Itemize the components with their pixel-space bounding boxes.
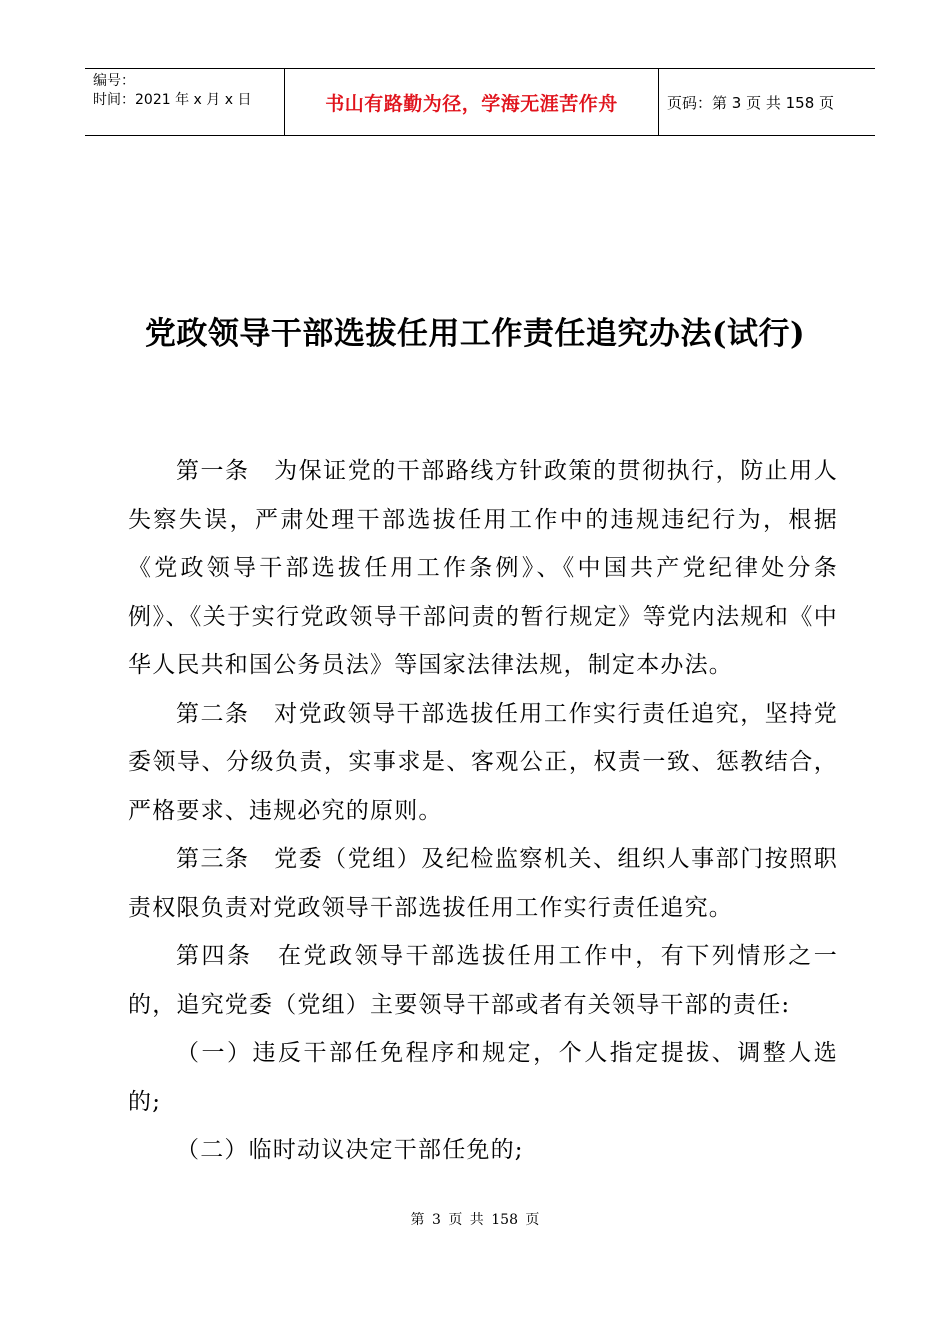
paragraph: 第二条 对党政领导干部选拔任用工作实行责任追究，坚持党委领导、分级负责，实事求是、客观公正，权责一致、惩教结合，严格要求、违规必究的原则。 xyxy=(128,700,838,824)
header-meta xyxy=(85,69,285,135)
paragraph: 第一条 为保证党的干部路线方针政策的贯彻执行，防止用人失察失误，严肃处理干部选拔任用工作中的违规违纪行为，根据《党政领导干部选拔任用工作条例》、《中国共产党纪律处分条例》、《关于实行党政领导干部问责的暂行规定》等党内法规和《中华人民共和国公务员法》等国家法律法规，制定本办法。 xyxy=(128,458,838,678)
paragraph: 第四条 在党政领导干部选拔任用工作中，有下列情形之一的，追究党委（党组）主要领导干部或者有关领导干部的责任: xyxy=(128,943,838,1018)
paragraph: 第三条 党委（党组）及纪检监察机关、组织人事部门按照职责权限负责对党政领导干部选拔任用工作实行责任追究。 xyxy=(128,846,838,921)
paragraph: （二）临时动议决定干部任免的; xyxy=(176,1137,524,1163)
document-number-label: 编号： xyxy=(93,73,135,89)
header-motto: 书山有路勤为径，学海无涯苦作舟 xyxy=(325,92,618,115)
header-page-number: 页码：第 3 页 共 158 页 xyxy=(667,93,835,112)
page-footer: 第 3 页 共 158 页 xyxy=(410,1212,540,1228)
document-date-label: 时间：2021 年 x 月 x 日 xyxy=(93,92,252,108)
document-body xyxy=(128,447,838,1175)
page-header xyxy=(85,68,875,136)
document-title: 党政领导干部选拔任用工作责任追究办法(试行) xyxy=(144,316,806,352)
paragraph: （一）违反干部任免程序和规定，个人指定提拔、调整人选的; xyxy=(128,1040,838,1115)
header-page-cell xyxy=(659,69,875,135)
header-motto-cell xyxy=(285,69,659,135)
